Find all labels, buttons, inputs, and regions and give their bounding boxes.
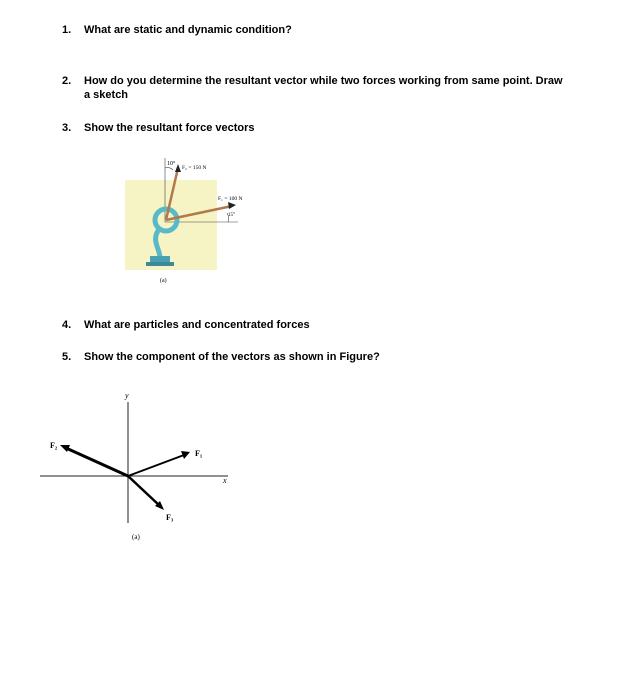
y-axis-label: y <box>125 391 129 400</box>
question-number: 5. <box>62 351 72 363</box>
vector-components-figure <box>38 388 238 548</box>
question-number: 1. <box>62 24 72 36</box>
hook-base <box>150 256 170 262</box>
f3-vector <box>128 476 160 506</box>
hook-plate <box>146 262 174 266</box>
f1-vector <box>128 455 184 476</box>
question-text: What are particles and concentrated forces <box>84 319 310 331</box>
question-number: 4. <box>62 319 72 331</box>
question-number: 3. <box>62 122 72 134</box>
f2-vector <box>66 448 128 476</box>
question-text: Show the component of the vectors as shown in Figure? <box>84 351 380 363</box>
f2-arrowhead <box>175 164 181 172</box>
f2-arrowhead <box>60 445 70 452</box>
figure-caption: (a) <box>132 533 140 541</box>
question-text: How do you determine the resultant vector while two forces working from same point. Draw <box>84 75 563 87</box>
angle-arc-10 <box>165 168 173 170</box>
f1-arrowhead <box>228 202 236 209</box>
f2-vector-label: F₂ <box>50 441 58 450</box>
eye-hook-force-figure <box>120 150 250 290</box>
f1-vector-label: F₁ <box>195 449 203 458</box>
angle-label-10: 10° <box>167 161 176 167</box>
f3-vector-label: F₃ <box>166 513 174 522</box>
question-text: What are static and dynamic condition? <box>84 24 292 36</box>
figure-caption: (a) <box>160 278 167 284</box>
question-number: 2. <box>62 75 72 87</box>
angle-label-15: 15° <box>228 213 235 218</box>
f2-label: F₂ = 150 N <box>182 165 207 171</box>
f1-label: F₁ = 100 N <box>218 196 243 202</box>
x-axis-label: x <box>223 476 227 485</box>
question-text: Show the resultant force vectors <box>84 122 255 134</box>
question-text-continued: a sketch <box>84 89 129 101</box>
